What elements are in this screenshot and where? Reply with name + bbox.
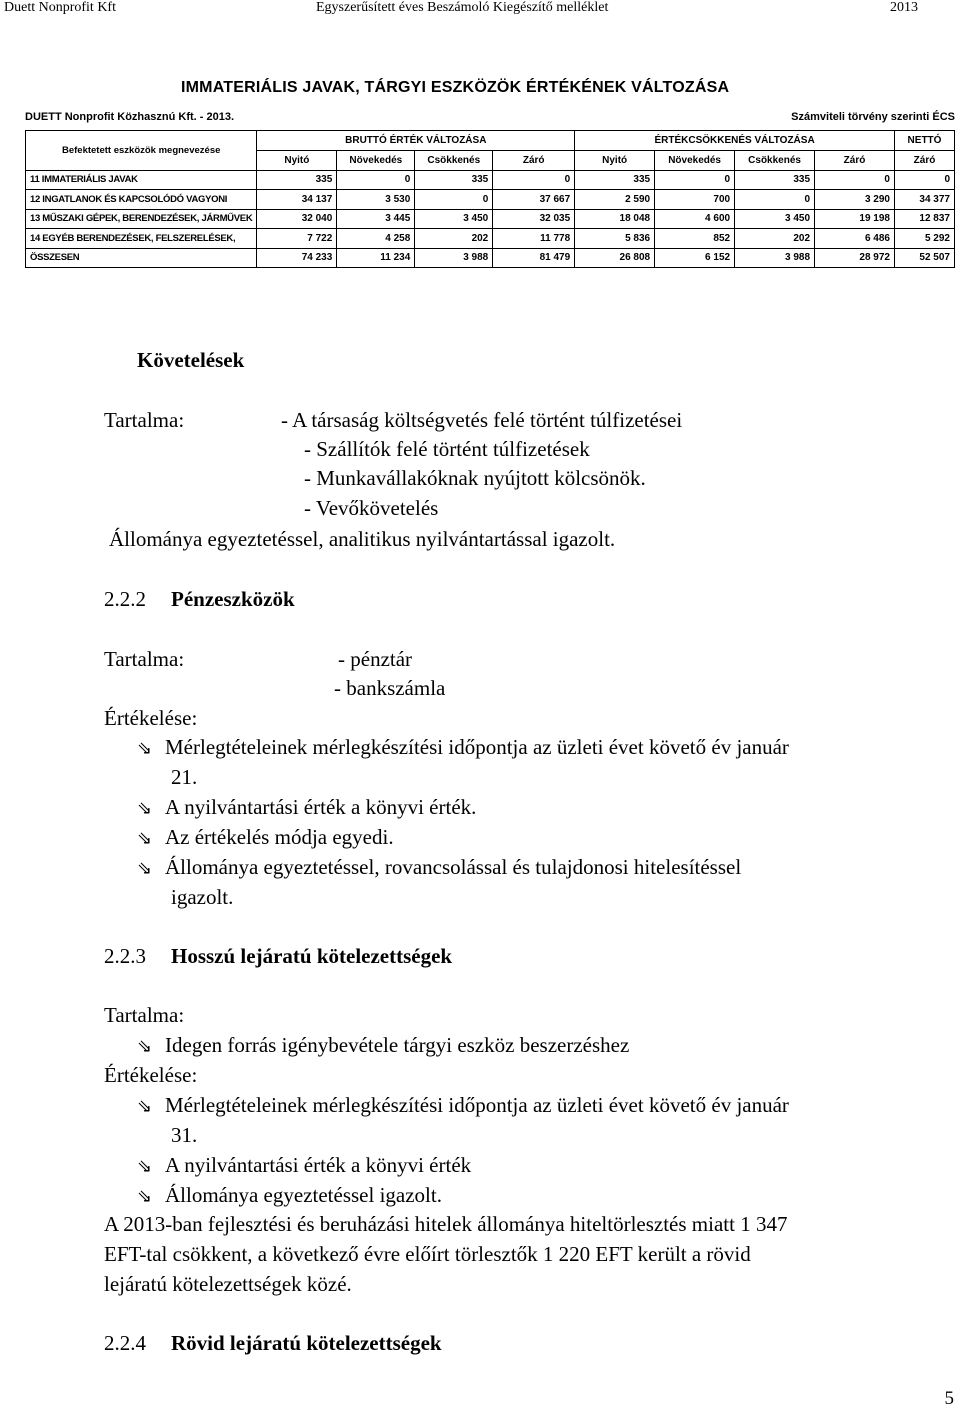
bullet-text: Idegen forrás igénybevétele tárgyi eszköz beszerzéshez — [165, 1033, 630, 1057]
table-row — [26, 229, 955, 249]
table-row — [26, 209, 955, 229]
group-header-net: NETTÓ — [894, 131, 954, 151]
sub-col-header: Záró — [894, 151, 954, 171]
bullet-text: A nyilvántartási érték a könyvi érték — [165, 1153, 472, 1177]
table-cell: 37 667 — [493, 190, 575, 210]
row-label: 12 INGATLANOK ÉS KAPCSOLÓDÓ VAGYONI — [26, 190, 257, 210]
bullet-item — [137, 1181, 442, 1211]
table-cell: 3 445 — [337, 209, 415, 229]
table-cell: 5 292 — [894, 229, 954, 249]
running-header — [0, 0, 960, 20]
table-cell: 3 530 — [337, 190, 415, 210]
table-cell: 3 988 — [415, 248, 493, 268]
sub-col-header: Növekedés — [655, 151, 735, 171]
bullet-item — [137, 793, 476, 823]
paragraph: Állománya egyeztetéssel, analitikus nyilvántartással igazolt. — [109, 527, 616, 551]
table-cell: 6 152 — [655, 248, 735, 268]
bullet-item — [137, 1091, 789, 1121]
table-cell: 3 450 — [415, 209, 493, 229]
table-cell: 0 — [493, 170, 575, 190]
header-company: Duett Nonprofit Kft — [4, 0, 116, 15]
table-cell: 32 040 — [257, 209, 337, 229]
section-title-hosszu-lejaratu: Hosszú lejáratú kötelezettségek — [171, 944, 453, 968]
table-cell: 3 290 — [815, 190, 895, 210]
section-number: 2.2.3 — [104, 944, 146, 968]
table-cell: 335 — [415, 170, 493, 190]
table-cell: 11 778 — [493, 229, 575, 249]
table-cell: 18 048 — [575, 209, 655, 229]
table-cell: 202 — [735, 229, 815, 249]
paragraph-line: EFT-tal csökkent, a következő évre előírt törlesztők 1 220 EFT került a rövid — [104, 1242, 751, 1266]
table-cell: 335 — [735, 170, 815, 190]
sub-col-header: Nyitó — [575, 151, 655, 171]
paragraph-line: A 2013-ban fejlesztési és beruházási hitelek állománya hiteltörlesztés miatt 1 347 — [104, 1212, 788, 1236]
table-cell: 34 137 — [257, 190, 337, 210]
table-company: DUETT Nonprofit Közhasznú Kft. - 2013. — [25, 111, 234, 123]
list-item: - bankszámla — [334, 676, 446, 700]
bullet-text: A nyilvántartási érték a könyvi érték. — [165, 795, 477, 819]
group-header-gross: BRUTTÓ ÉRTÉK VÁLTOZÁSA — [257, 131, 575, 151]
header-doc-title: Egyszerűsített éves Beszámoló Kiegészítő melléklet — [316, 0, 609, 15]
group-header-depreciation: ÉRTÉKCSÖKKENÉS VÁLTOZÁSA — [575, 131, 895, 151]
arrow-bullet-icon: ⇘ — [137, 1096, 153, 1117]
label-tartalma: Tartalma: — [104, 647, 185, 671]
section-title-penzeszkozok: Pénzeszközök — [171, 587, 295, 611]
arrow-bullet-icon: ⇘ — [137, 738, 153, 759]
label-ertekelese: Értékelése: — [104, 706, 198, 730]
table-title: IMMATERIÁLIS JAVAK, TÁRGYI ESZKÖZÖK ÉRTÉKÉNEK VÁLTOZÁSA — [181, 79, 730, 96]
table-cell: 0 — [415, 190, 493, 210]
row-label: 13 MŰSZAKI GÉPEK, BERENDEZÉSEK, JÁRMŰVEK — [26, 209, 257, 229]
list-item: - pénztár — [338, 647, 413, 671]
label-tartalma: Tartalma: — [104, 408, 185, 432]
row-label: 11 IMMATERIÁLIS JAVAK — [26, 170, 257, 190]
bullet-item — [137, 1031, 629, 1061]
arrow-bullet-icon: ⇘ — [137, 1036, 153, 1057]
table-cell: 202 — [415, 229, 493, 249]
table-cell: 11 234 — [337, 248, 415, 268]
table-standard: Számviteli törvény szerinti ÉCS — [791, 111, 955, 123]
table-cell: 19 198 — [815, 209, 895, 229]
arrow-bullet-icon: ⇘ — [137, 798, 153, 819]
bullet-text-continuation: igazolt. — [171, 885, 234, 909]
arrow-bullet-icon: ⇘ — [137, 858, 153, 879]
table-cell: 3 988 — [735, 248, 815, 268]
list-item: - Vevőkövetelés — [304, 496, 439, 520]
table-cell: 7 722 — [257, 229, 337, 249]
section-number: 2.2.4 — [104, 1331, 146, 1355]
section-title-rovid-lejaratu: Rövid lejáratú kötelezettségek — [171, 1331, 442, 1355]
bullet-item — [137, 823, 394, 853]
table-row — [26, 170, 955, 190]
sub-col-header: Növekedés — [337, 151, 415, 171]
bullet-text-continuation: 31. — [171, 1123, 198, 1147]
table-cell: 335 — [257, 170, 337, 190]
table-cell: 0 — [655, 170, 735, 190]
section-title-kovetelesek: Követelések — [137, 348, 245, 372]
table-cell: 3 450 — [735, 209, 815, 229]
table-cell: 700 — [655, 190, 735, 210]
table-cell: 6 486 — [815, 229, 895, 249]
table-cell: 81 479 — [493, 248, 575, 268]
table-cell: 2 590 — [575, 190, 655, 210]
table-cell: 4 258 — [337, 229, 415, 249]
sub-col-header: Záró — [815, 151, 895, 171]
header-year: 2013 — [890, 0, 918, 15]
table-cell: 32 035 — [493, 209, 575, 229]
table-cell: 0 — [735, 190, 815, 210]
sub-col-header: Csökkenés — [735, 151, 815, 171]
bullet-item — [137, 733, 789, 763]
bullet-text: Az értékelés módja egyedi. — [165, 825, 394, 849]
table-cell: 0 — [337, 170, 415, 190]
bullet-item — [137, 853, 741, 883]
arrow-bullet-icon: ⇘ — [137, 1186, 153, 1207]
table-row — [26, 190, 955, 210]
label-tartalma: Tartalma: — [104, 1003, 185, 1027]
bullet-text: Mérlegtételeinek mérlegkészítési időpontja az üzleti évet követő év január — [165, 735, 789, 759]
asset-change-table — [25, 130, 955, 268]
table-cell: 5 836 — [575, 229, 655, 249]
section-number: 2.2.2 — [104, 587, 146, 611]
sub-col-header: Csökkenés — [415, 151, 493, 171]
bullet-item — [137, 1151, 471, 1181]
bullet-text: Állománya egyeztetéssel igazolt. — [165, 1183, 442, 1207]
bullet-text-continuation: 21. — [171, 765, 198, 789]
row-label: 14 EGYÉB BERENDEZÉSEK, FELSZERELÉSEK, — [26, 229, 257, 249]
bullet-text: Állománya egyeztetéssel, rovancsolással és tulajdonosi hitelesítéssel — [165, 855, 742, 879]
bullet-text: Mérlegtételeinek mérlegkészítési időpontja az üzleti évet követő év január — [165, 1093, 789, 1117]
list-item: - Munkavállakóknak nyújtott kölcsönök. — [304, 466, 646, 490]
table-row — [26, 248, 955, 268]
asset-change-table-figure — [25, 75, 955, 275]
table-cell: 26 808 — [575, 248, 655, 268]
table-cell: 28 972 — [815, 248, 895, 268]
table-cell: 52 507 — [894, 248, 954, 268]
col-header-name: Befektetett eszközök megnevezése — [26, 131, 257, 171]
table-cell: 335 — [575, 170, 655, 190]
table-cell: 852 — [655, 229, 735, 249]
table-cell: 12 837 — [894, 209, 954, 229]
sub-col-header: Nyitó — [257, 151, 337, 171]
row-label: ÖSSZESEN — [26, 248, 257, 268]
table-cell: 4 600 — [655, 209, 735, 229]
paragraph-line: lejáratú kötelezettségek közé. — [104, 1272, 352, 1296]
table-cell: 0 — [815, 170, 895, 190]
sub-col-header: Záró — [493, 151, 575, 171]
list-item: - Szállítók felé történt túlfizetések — [304, 437, 590, 461]
page-number: 5 — [944, 1388, 954, 1409]
list-item: - A társaság költségvetés felé történt túlfizetései — [281, 408, 683, 432]
arrow-bullet-icon: ⇘ — [137, 828, 153, 849]
table-cell: 0 — [894, 170, 954, 190]
arrow-bullet-icon: ⇘ — [137, 1156, 153, 1177]
table-cell: 74 233 — [257, 248, 337, 268]
label-ertekelese: Értékelése: — [104, 1063, 198, 1087]
table-cell: 34 377 — [894, 190, 954, 210]
